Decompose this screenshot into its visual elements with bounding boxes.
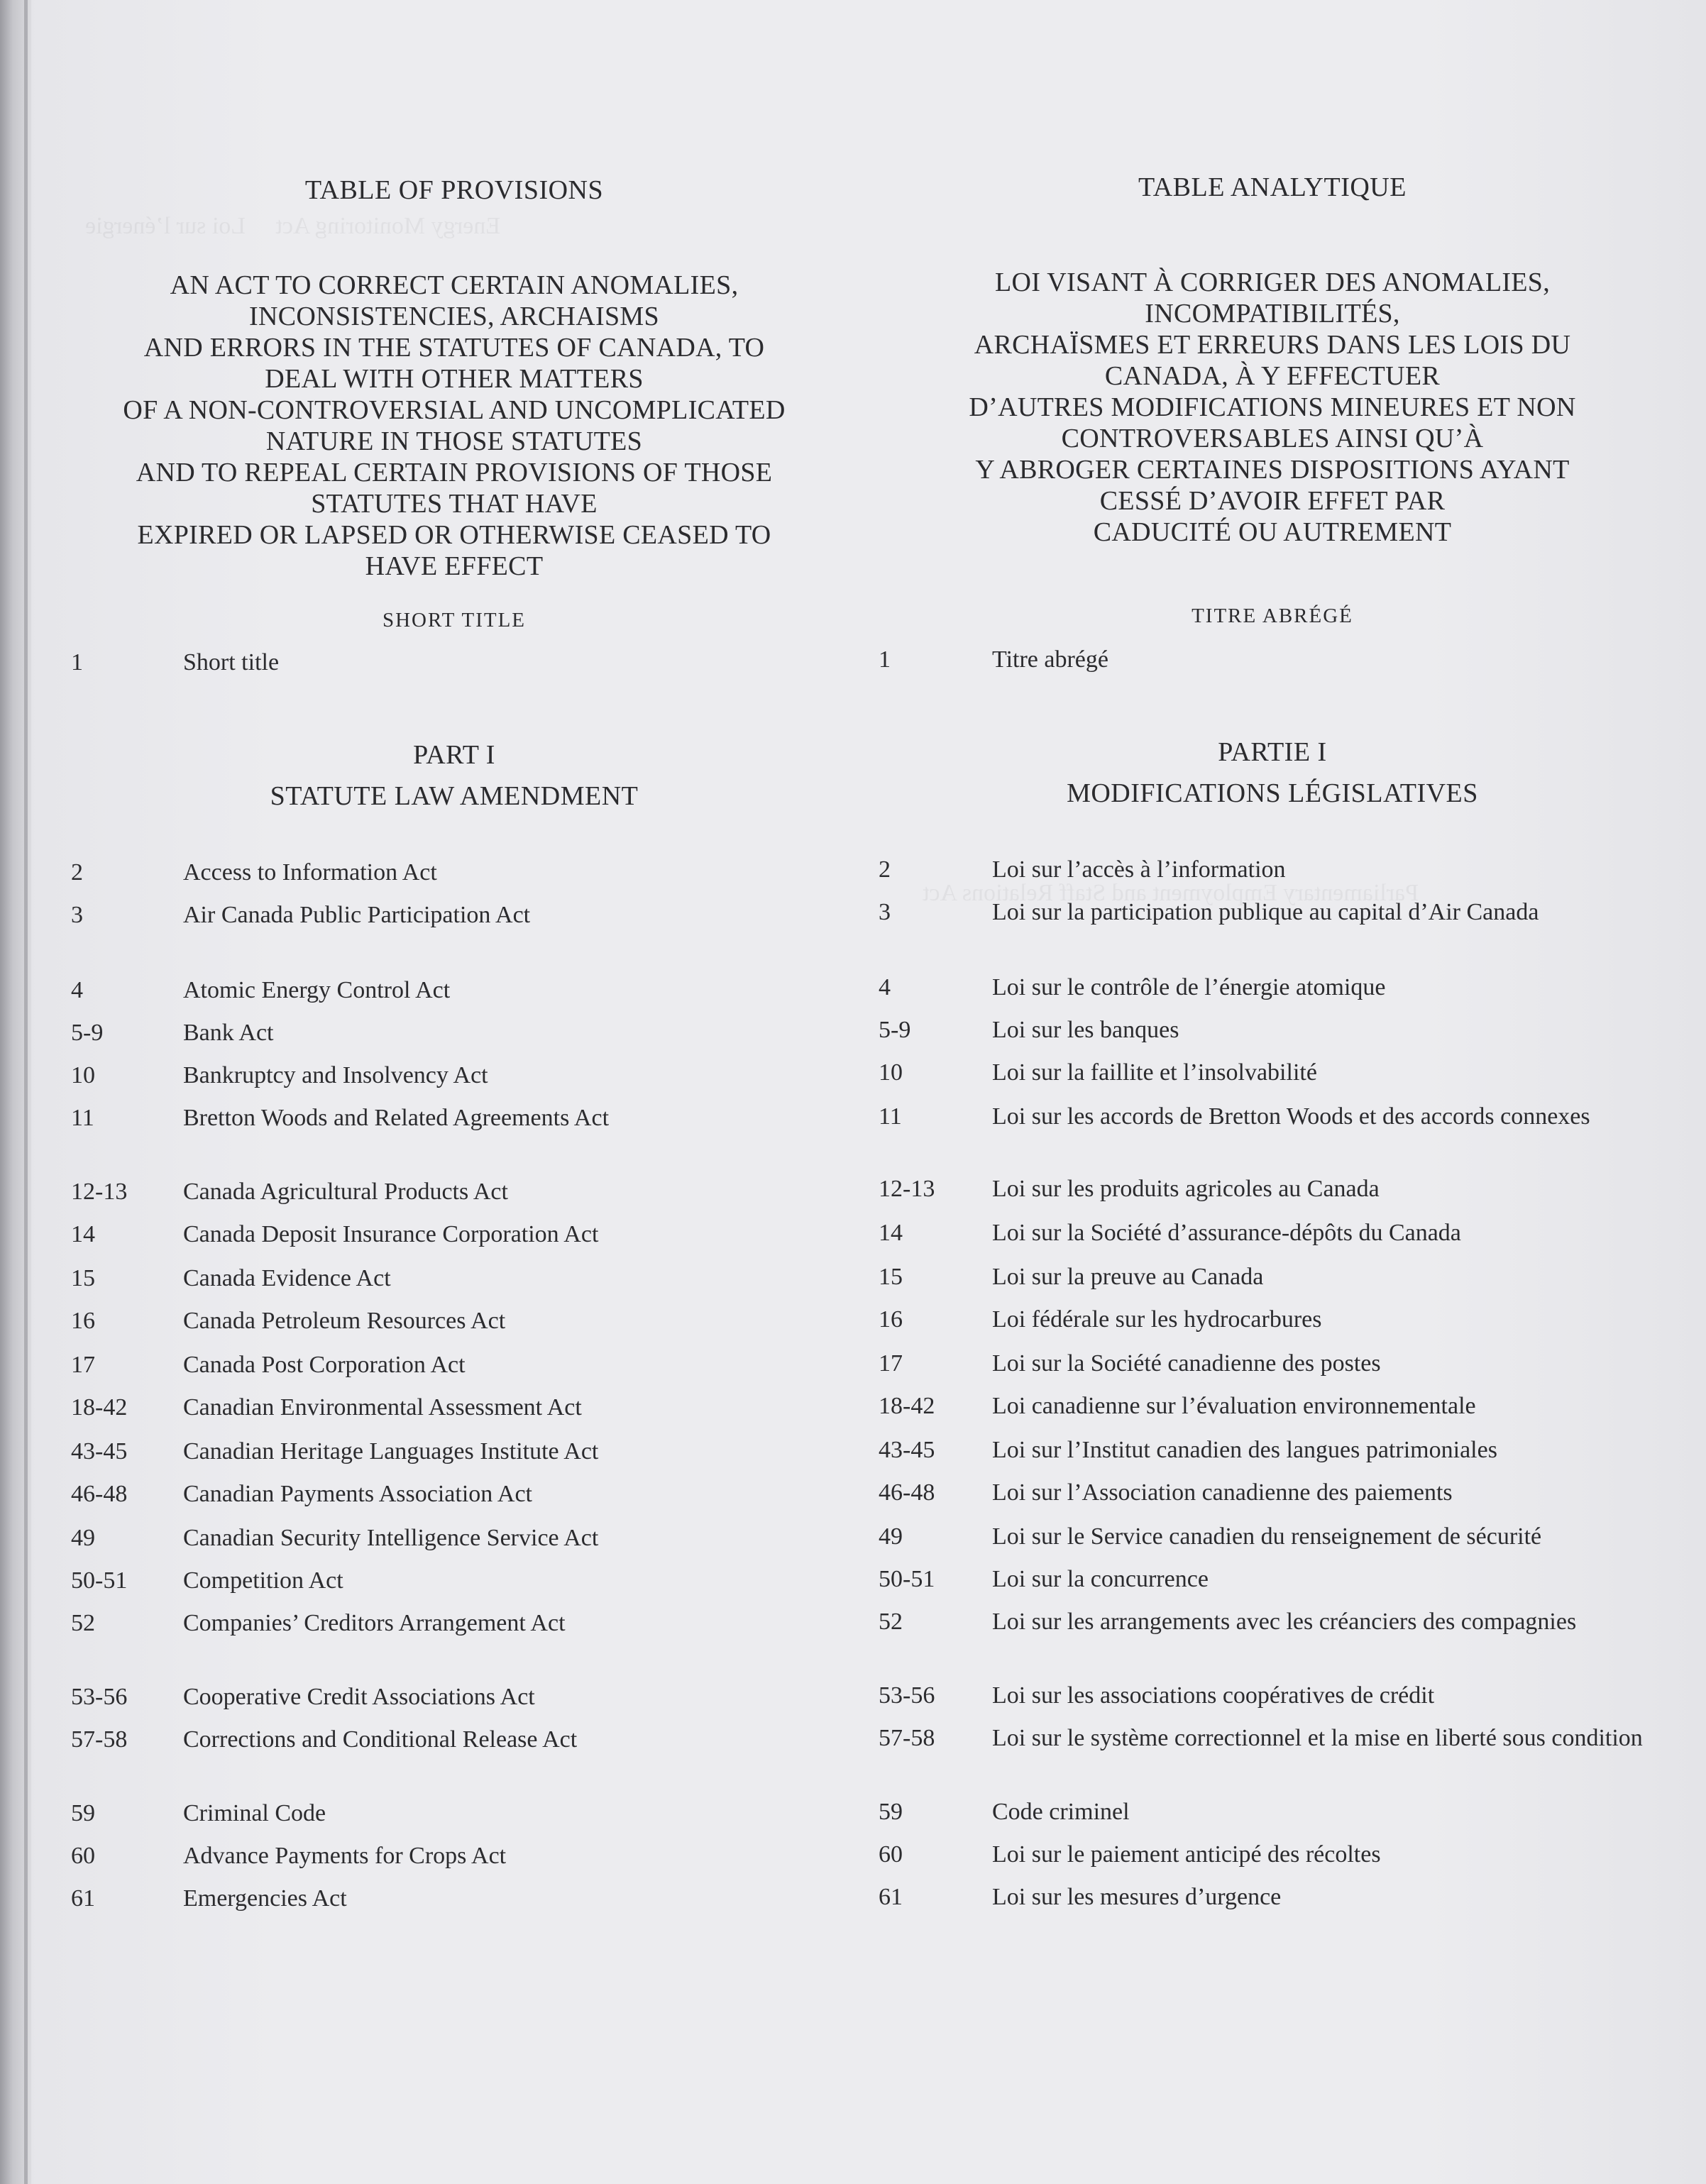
section-number: 5-9 xyxy=(71,1020,104,1046)
act-name: Canadian Environmental Assessment Act xyxy=(183,1394,582,1421)
section-number: 43-45 xyxy=(879,1437,935,1463)
act-title-line: EXPIRED OR LAPSED OR OTHERWISE CEASED TO xyxy=(137,520,771,550)
act-title-line: STATUTES THAT HAVE xyxy=(311,489,598,519)
act-name: Loi sur la Société canadienne des postes xyxy=(992,1350,1381,1377)
section-number: 11 xyxy=(879,1103,902,1130)
act-title-line: AND ERRORS IN THE STATUTES OF CANADA, TO xyxy=(143,333,765,363)
binding-line xyxy=(24,0,28,2184)
act-title-line: LOI VISANT À CORRIGER DES ANOMALIES, xyxy=(994,268,1551,297)
show-through-text: Parliamentary Employment and Staff Relations Act xyxy=(923,880,1419,906)
act-name: Cooperative Credit Associations Act xyxy=(183,1684,535,1710)
act-name: Air Canada Public Participation Act xyxy=(183,902,531,928)
act-title xyxy=(879,267,1666,548)
table-heading: TABLE OF PROVISIONS xyxy=(304,175,604,205)
act-name: Loi sur les produits agricoles au Canada xyxy=(992,1176,1380,1202)
act-title-line: INCONSISTENCIES, ARCHAISMS xyxy=(249,302,659,331)
act-name: Canada Evidence Act xyxy=(183,1265,391,1291)
section-number: 60 xyxy=(71,1843,95,1869)
section-number: 18-42 xyxy=(879,1393,935,1419)
short-title-heading: SHORT TITLE xyxy=(382,609,527,632)
section-number: 52 xyxy=(879,1609,903,1635)
section-number: 3 xyxy=(879,899,891,925)
section-number: 12-13 xyxy=(879,1176,935,1202)
part-title: STATUTE LAW AMENDMENT xyxy=(270,781,639,811)
section-number: 1 xyxy=(879,646,891,673)
act-title xyxy=(71,270,837,582)
section-number: 53-56 xyxy=(879,1682,935,1709)
section-number: 2 xyxy=(879,856,891,883)
section-number: 16 xyxy=(71,1308,95,1334)
act-title-line: HAVE EFFECT xyxy=(365,551,544,581)
act-name: Atomic Energy Control Act xyxy=(183,977,451,1003)
act-name: Loi sur l’Institut canadien des langues patrimoniales xyxy=(992,1437,1497,1463)
act-title-line: NATURE IN THOSE STATUTES xyxy=(265,426,643,456)
section-number: 18-42 xyxy=(71,1394,128,1421)
act-name: Criminal Code xyxy=(183,1800,326,1826)
act-title-line: CADUCITÉ OU AUTREMENT xyxy=(1093,517,1452,547)
act-title-line: DEAL WITH OTHER MATTERS xyxy=(265,364,644,394)
act-name: Loi sur le système correctionnel et la mise en liberté sous condition xyxy=(992,1725,1643,1751)
act-name: Canada Agricultural Products Act xyxy=(183,1179,508,1205)
section-number: 14 xyxy=(71,1221,95,1247)
section-number: 50-51 xyxy=(879,1566,935,1592)
section-number: 17 xyxy=(879,1350,903,1377)
act-title-line: D’AUTRES MODIFICATIONS MINEURES ET NON xyxy=(969,392,1576,422)
section-number: 4 xyxy=(879,974,891,1000)
show-through-text: Energy Monitoring Act Loi sur l’énergie xyxy=(85,213,501,239)
act-name: Bretton Woods and Related Agreements Act xyxy=(183,1105,610,1131)
act-name: Canadian Payments Association Act xyxy=(183,1481,532,1507)
section-number: 57-58 xyxy=(879,1725,935,1751)
act-name: Loi sur la concurrence xyxy=(992,1566,1209,1592)
section-number: 49 xyxy=(879,1523,903,1550)
section-number: 53-56 xyxy=(71,1684,128,1710)
act-name: Canada Deposit Insurance Corporation Act xyxy=(183,1221,599,1247)
section-number: 43-45 xyxy=(71,1438,128,1465)
act-name: Loi sur le paiement anticipé des récoltes xyxy=(992,1841,1381,1868)
act-title-line: CANADA, À Y EFFECTUER xyxy=(1104,361,1441,391)
section-number: 46-48 xyxy=(71,1481,128,1507)
part-label: PARTIE I xyxy=(1218,737,1327,767)
section-number: 50-51 xyxy=(71,1567,128,1594)
act-title-line: CESSÉ D’AVOIR EFFET PAR xyxy=(1099,486,1446,516)
act-title-line: OF A NON-CONTROVERSIAL AND UNCOMPLICATED xyxy=(123,395,786,425)
act-name: Bank Act xyxy=(183,1020,274,1046)
act-name: Loi canadienne sur l’évaluation environnementale xyxy=(992,1393,1476,1419)
section-number: 3 xyxy=(71,902,83,928)
act-name: Loi sur le Service canadien du renseignement de sécurité xyxy=(992,1523,1542,1550)
section-number: 15 xyxy=(879,1264,903,1290)
section-number: 5-9 xyxy=(879,1017,911,1043)
part-title: MODIFICATIONS LÉGISLATIVES xyxy=(1067,778,1478,808)
section-number: 59 xyxy=(879,1799,903,1825)
section-title: Titre abrégé xyxy=(992,646,1108,673)
section-number: 61 xyxy=(879,1884,903,1910)
short-title-heading: TITRE ABRÉGÉ xyxy=(1192,605,1353,627)
act-name: Loi sur la faillite et l’insolvabilité xyxy=(992,1059,1317,1086)
act-name: Loi fédérale sur les hydrocarbures xyxy=(992,1306,1322,1333)
act-name: Corrections and Conditional Release Act xyxy=(183,1726,578,1753)
act-name: Competition Act xyxy=(183,1567,343,1594)
act-name: Canadian Security Intelligence Service Act xyxy=(183,1525,599,1551)
section-number: 11 xyxy=(71,1105,94,1131)
section-number: 14 xyxy=(879,1220,903,1246)
act-name: Loi sur les mesures d’urgence xyxy=(992,1884,1282,1910)
act-name: Loi sur les banques xyxy=(992,1017,1179,1043)
act-name: Loi sur le contrôle de l’énergie atomique xyxy=(992,974,1386,1000)
section-number: 10 xyxy=(879,1059,903,1086)
act-name: Emergencies Act xyxy=(183,1885,347,1912)
section-number: 46-48 xyxy=(879,1479,935,1506)
act-name: Access to Information Act xyxy=(183,859,437,886)
act-name: Bankruptcy and Insolvency Act xyxy=(183,1062,488,1088)
section-number: 57-58 xyxy=(71,1726,128,1753)
section-number: 4 xyxy=(71,977,83,1003)
act-name: Loi sur la participation publique au capital d’Air Canada xyxy=(992,899,1539,925)
section-number: 61 xyxy=(71,1885,95,1912)
act-name: Loi sur les associations coopératives de crédit xyxy=(992,1682,1435,1709)
act-title-line: CONTROVERSABLES AINSI QU’À xyxy=(1061,424,1484,453)
act-title-line: Y ABROGER CERTAINES DISPOSITIONS AYANT xyxy=(975,455,1570,485)
act-title-line: AN ACT TO CORRECT CERTAIN ANOMALIES, xyxy=(170,270,739,300)
act-name: Loi sur la Société d’assurance-dépôts du Canada xyxy=(992,1220,1461,1246)
section-title: Short title xyxy=(183,649,280,675)
act-name: Code criminel xyxy=(992,1799,1130,1825)
section-number: 17 xyxy=(71,1352,95,1378)
section-number: 1 xyxy=(71,649,83,675)
act-name: Canada Post Corporation Act xyxy=(183,1352,466,1378)
section-number: 60 xyxy=(879,1841,903,1868)
act-name: Companies’ Creditors Arrangement Act xyxy=(183,1610,566,1636)
section-number: 16 xyxy=(879,1306,903,1333)
section-number: 52 xyxy=(71,1610,95,1636)
section-number: 2 xyxy=(71,859,83,886)
act-name: Canadian Heritage Languages Institute Act xyxy=(183,1438,599,1465)
act-name: Loi sur la preuve au Canada xyxy=(992,1264,1264,1290)
act-name: Loi sur l’accès à l’information xyxy=(992,856,1286,883)
section-number: 59 xyxy=(71,1800,95,1826)
section-number: 10 xyxy=(71,1062,95,1088)
act-title-line: INCOMPATIBILITÉS, xyxy=(1145,299,1400,329)
section-number: 15 xyxy=(71,1265,95,1291)
act-name: Loi sur les accords de Bretton Woods et des accords connexes xyxy=(992,1103,1590,1130)
act-title-line: ARCHAÏSMES ET ERREURS DANS LES LOIS DU xyxy=(974,330,1571,360)
act-name: Loi sur les arrangements avec les créanciers des compagnies xyxy=(992,1609,1577,1635)
act-title-line: AND TO REPEAL CERTAIN PROVISIONS OF THOSE xyxy=(136,458,773,487)
section-number: 12-13 xyxy=(71,1179,128,1205)
table-heading: TABLE ANALYTIQUE xyxy=(1138,172,1407,202)
part-label: PART I xyxy=(413,740,495,770)
section-number: 49 xyxy=(71,1525,95,1551)
act-name: Advance Payments for Crops Act xyxy=(183,1843,507,1869)
act-name: Loi sur l’Association canadienne des paiements xyxy=(992,1479,1453,1506)
act-name: Canada Petroleum Resources Act xyxy=(183,1308,506,1334)
